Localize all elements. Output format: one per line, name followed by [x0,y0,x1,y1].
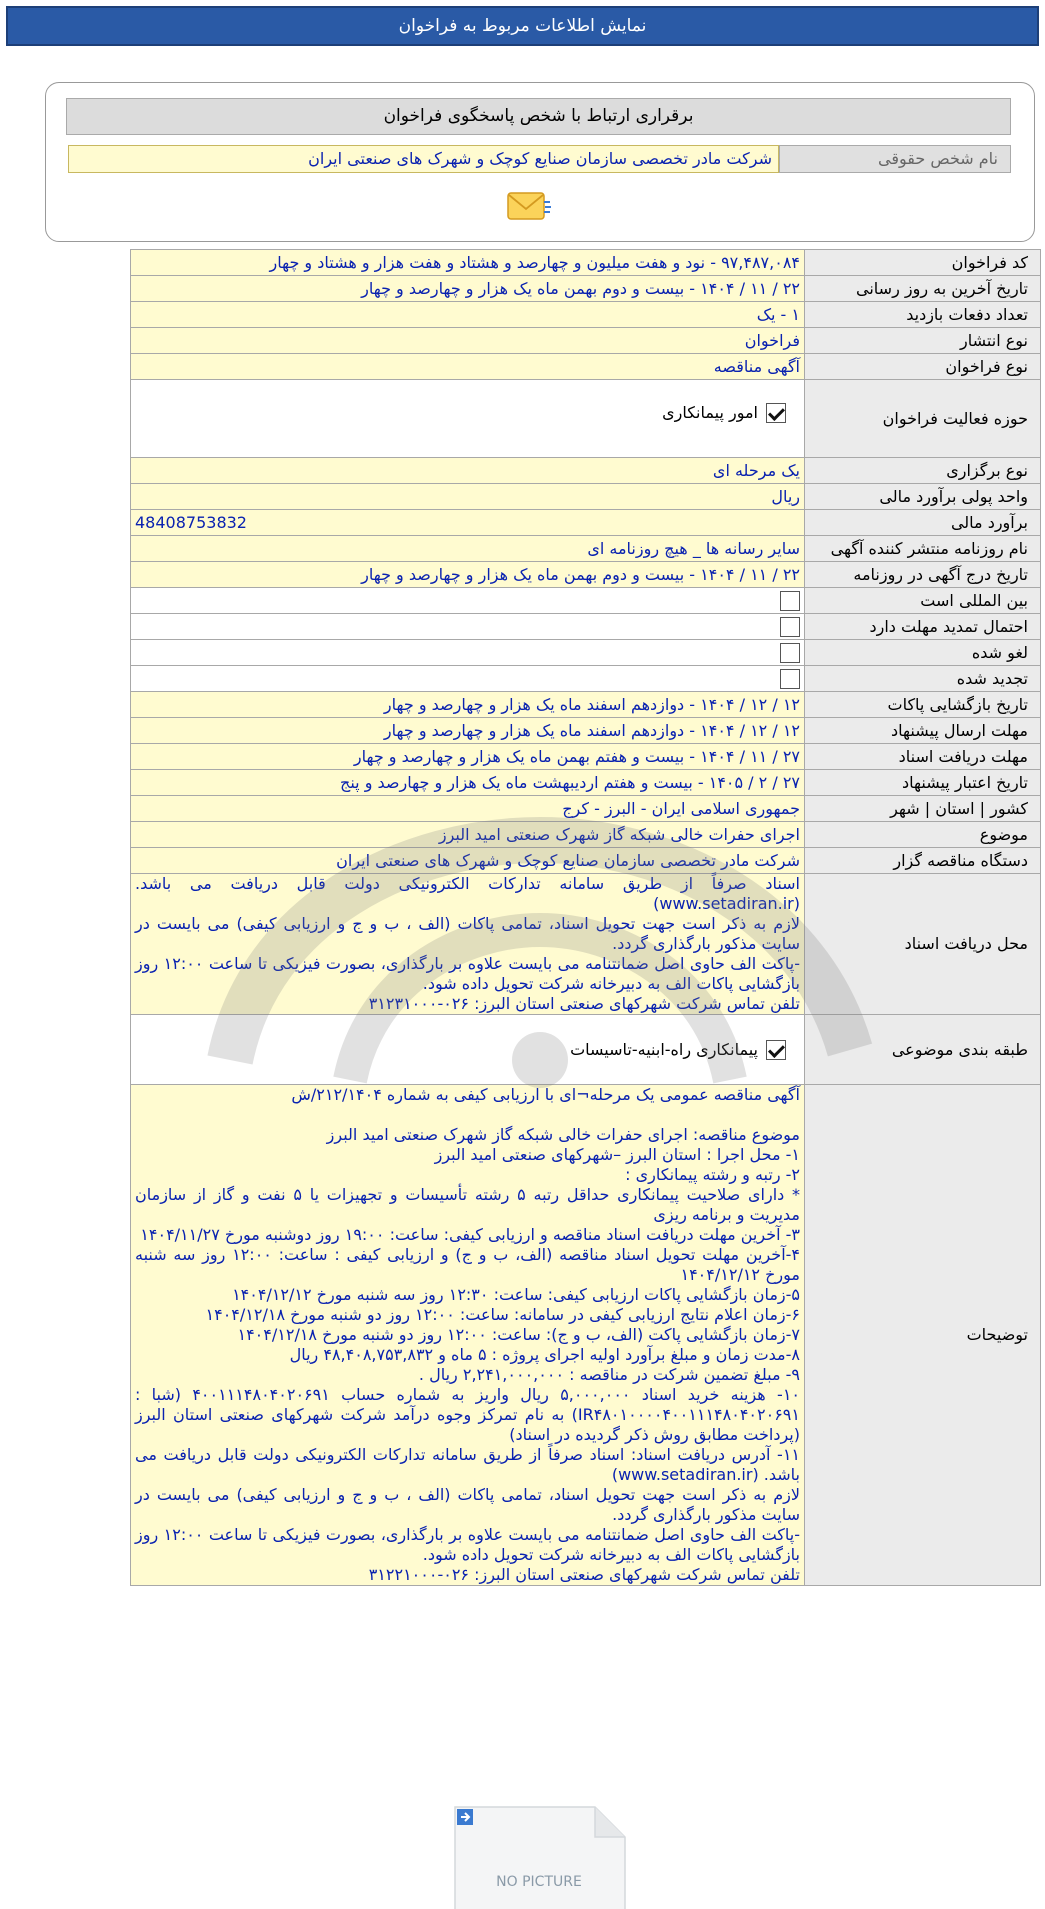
row-cancelled [131,640,1041,666]
renewed-checkbox[interactable] [780,669,800,689]
category-value: پیمانکاری راه-ابنیه-تاسیسات [570,1040,758,1060]
contact-row [68,145,1011,173]
estimate-label: برآورد مالی [805,510,1041,536]
row-visits [131,302,1041,328]
row-call-type [131,354,1041,380]
international-checkbox[interactable] [780,591,800,611]
organizer-value: شرکت مادر تخصصی سازمان صنایع کوچک و شهرک های صنعتی ایران [131,848,805,874]
no-picture-image [445,1803,635,1909]
row-estimate [131,510,1041,536]
row-international [131,588,1041,614]
row-publish-type [131,328,1041,354]
cancelled-cell [131,640,805,666]
cancelled-label: لغو شده [805,640,1041,666]
visits-value: ۱ - یک [131,302,805,328]
row-renewed [131,666,1041,692]
row-newspaper [131,536,1041,562]
international-cell [131,588,805,614]
category-checkbox[interactable] [766,1040,786,1060]
holding-type-value: یک مرحله ای [131,458,805,484]
activity-area-cell [131,380,805,458]
row-opening-date [131,692,1041,718]
activity-area-label: حوزه فعالیت فراخوان [805,380,1041,458]
row-organizer [131,848,1041,874]
row-submission-deadline [131,718,1041,744]
publish-type-value: فراخوان [131,328,805,354]
row-description [131,1085,1041,1586]
publish-type-label: نوع انتشار [805,328,1041,354]
newspaper-value: سایر رسانه ها _ هیچ روزنامه ای [131,536,805,562]
row-code [131,250,1041,276]
validity-date-label: تاریخ اعتبار پیشنهاد [805,770,1041,796]
documents-deadline-label: مهلت دریافت اسناد [805,744,1041,770]
envelope-icon[interactable] [506,189,552,225]
submission-deadline-value: ۱۲ / ۱۲ / ۱۴۰۴ - دوازدهم اسفند ماه یک هزار و چهارصد و چهار [131,718,805,744]
location-label: کشور | استان | شهر [805,796,1041,822]
contact-panel [45,82,1035,242]
row-extension [131,614,1041,640]
row-subject [131,822,1041,848]
currency-label: واحد پولی برآورد مالی [805,484,1041,510]
call-type-label: نوع فراخوان [805,354,1041,380]
documents-place-value: اسناد صرفاً از طریق سامانه تدارکات الکترونیکی دولت قابل دریافت می باشد. (www.setadiran.ir) لازم به ذکر است جهت تحویل اسناد، تمامی پاکات (الف ، ب و ج و ارزیابی کیفی) می بایست در سایت مذکور بارگذاری گردد. -پاکت الف حاوی اصل ضمانتنامه می بایست علاوه بر بارگذاری، بصورت فیزیکی تا ساعت ۱۲:۰۰ روز بازگشایی پاکات الف به دبیرخانه شرکت تحویل داده شود. تلفن تماس شرکت شهرکهای صنعتی استان البرز: ۰۲۶-۳۱۲۳۱۰۰۰ [131,874,805,1015]
page-title: نمایش اطلاعات مربوط به فراخوان [398,16,647,36]
last-update-label: تاریخ آخرین به روز رسانی [805,276,1041,302]
opening-date-label: تاریخ بازگشایی پاکات [805,692,1041,718]
row-documents-place [131,874,1041,1015]
description-value: آگهی مناقصه عمومی یک مرحله¬ای با ارزیابی کیفی به شماره ۲۱۲/۱۴۰۴/ش موضوع مناقصه: اجرای حفرات خالی شبکه گاز شهرک صنعتی امید البرز ۱- محل اجرا : استان البرز –شهرکهای صنعتی امید البرز ۲- رتبه و رشته پیمانکاری : * دارای صلاحیت پیمانکاری حداقل رتبه ۵ رشته تأسیسات و تجهیزات یا ۵ نفت و گاز از سازمان مدیریت و برنامه ریزی ۳- آخرین مهلت دریافت اسناد مناقصه و ارزیابی کیفی: ساعت: ۱۹:۰۰ روز دوشنبه مورخ ۱۴۰۴/۱۱/۲۷ ۴-آخرین مهلت تحویل اسناد مناقصه (الف، ب و ج) و ارزیابی کیفی : ساعت: ۱۲:۰۰ روز سه شنبه مورخ ۱۴۰۴/۱۲/۱۲ ۵-زمان بازگشایی پاکات ارزیابی کیفی: ساعت: ۱۲:۳۰ روز سه شنبه مورخ ۱۴۰۴/۱۲/۱۲ ۶-زمان اعلام نتایج ارزیابی کیفی در سامانه: ساعت: ۱۲:۰۰ روز دو شنبه مورخ ۱۴۰۴/۱۲/۱۸ ۷-زمان بازگشایی پاکت (الف، ب و ج): ساعت: ۱۲:۰۰ روز دو شنبه مورخ ۱۴۰۴/۱۲/۱۸ ۸-مدت زمان و مبلغ برآورد اولیه اجرای پروژه : ۵ ماه و ۴۸,۴۰۸,۷۵۳,۸۳۲ ریال ۹- مبلغ تضمین شرکت در مناقصه : ۲,۲۴۱,۰۰۰,۰۰۰ ریال . ۱۰- هزینه خرید اسناد ۵,۰۰۰,۰۰۰ ریال واریز به شماره حساب ۴۰۰۱۱۱۴۸۰۴۰۲۰۶۹۱ (شبا : IR۴۸۰۱۰۰۰۰۴۰۰۱۱۱۴۸۰۴۰۲۰۶۹۱) به نام تمرکز وجوه درآمد شرکت شهرکهای صنعتی استان البرز (پرداخت مطابق روش ذکر گردیده در اسناد) ۱۱- آدرس دریافت اسناد: اسناد صرفاً از طریق سامانه تدارکات الکترونیکی دولت قابل دریافت می باشد. (www.setadiran.ir) لازم به ذکر است جهت تحویل اسناد، تمامی پاکات (الف ، ب و ج و ارزیابی کیفی) می بایست در سایت مذکور بارگذاری گردد. -پاکت الف حاوی اصل ضمانتنامه می بایست علاوه بر بارگذاری، بصورت فیزیکی تا ساعت ۱۲:۰۰ روز بازگشایی پاکات الف به دبیرخانه شرکت تحویل داده شود. تلفن تماس شرکت شهرکهای صنعتی استان البرز: ۰۲۶-۳۱۲۲۱۰۰۰ [131,1085,805,1586]
subject-label: موضوع [805,822,1041,848]
opening-date-value: ۱۲ / ۱۲ / ۱۴۰۴ - دوازدهم اسفند ماه یک هزار و چهارصد و چهار [131,692,805,718]
documents-deadline-value: ۲۷ / ۱۱ / ۱۴۰۴ - بیست و هفتم بهمن ماه یک هزار و چهارصد و چهار [131,744,805,770]
row-category [131,1015,1041,1085]
renewed-cell [131,666,805,692]
call-type-value: آگهی مناقصه [131,354,805,380]
contact-title: برقراری ارتباط با شخص پاسخگوی فراخوان [66,98,1011,135]
newspaper-label: نام روزنامه منتشر کننده آگهی [805,536,1041,562]
category-cell [131,1015,805,1085]
call-info-table [130,249,1041,1586]
row-last-update [131,276,1041,302]
subject-value: اجرای حفرات خالی شبکه گاز شهرک صنعتی امید البرز [131,822,805,848]
currency-value: ریال [131,484,805,510]
renewed-label: تجدید شده [805,666,1041,692]
row-documents-deadline [131,744,1041,770]
validity-date-value: ۲۷ / ۲ / ۱۴۰۵ - بیست و هفتم اردیبهشت ماه یک هزار و چهارصد و پنج [131,770,805,796]
estimate-value: 48408753832 [131,510,805,536]
cancelled-checkbox[interactable] [780,643,800,663]
row-validity-date [131,770,1041,796]
contact-value: شرکت مادر تخصصی سازمان صنایع کوچک و شهرک های صنعتی ایران [68,145,779,173]
visits-label: تعداد دفعات بازدید [805,302,1041,328]
newspaper-date-value: ۲۲ / ۱۱ / ۱۴۰۴ - بیست و دوم بهمن ماه یک هزار و چهارصد و چهار [131,562,805,588]
documents-place-label: محل دریافت اسناد [805,874,1041,1015]
row-holding-type [131,458,1041,484]
row-currency [131,484,1041,510]
holding-type-label: نوع برگزاری [805,458,1041,484]
extension-checkbox[interactable] [780,617,800,637]
newspaper-date-label: تاریخ درج آگهی در روزنامه [805,562,1041,588]
code-label: کد فراخوان [805,250,1041,276]
organizer-label: دستگاه مناقصه گزار [805,848,1041,874]
code-value: ۹۷,۴۸۷,۰۸۴ - نود و هفت میلیون و چهارصد و هشتاد و هفت هزار و هشتاد و چهار [131,250,805,276]
international-label: بین المللی است [805,588,1041,614]
no-picture-label: NO PICTURE [496,1874,582,1890]
activity-area-value: امور پیمانکاری [662,403,758,422]
page-title-bar [6,6,1039,46]
category-label: طبقه بندی موضوعی [805,1015,1041,1085]
row-activity-area [131,380,1041,458]
extension-label: احتمال تمدید مهلت دارد [805,614,1041,640]
extension-cell [131,614,805,640]
row-newspaper-date [131,562,1041,588]
submission-deadline-label: مهلت ارسال پیشنهاد [805,718,1041,744]
description-label: توضیحات [805,1085,1041,1586]
row-location [131,796,1041,822]
location-value: جمهوری اسلامی ایران - البرز - کرج [131,796,805,822]
activity-area-checkbox[interactable] [766,403,786,423]
last-update-value: ۲۲ / ۱۱ / ۱۴۰۴ - بیست و دوم بهمن ماه یک هزار و چهارصد و چهار [131,276,805,302]
contact-label: نام شخص حقوقی [779,145,1011,173]
